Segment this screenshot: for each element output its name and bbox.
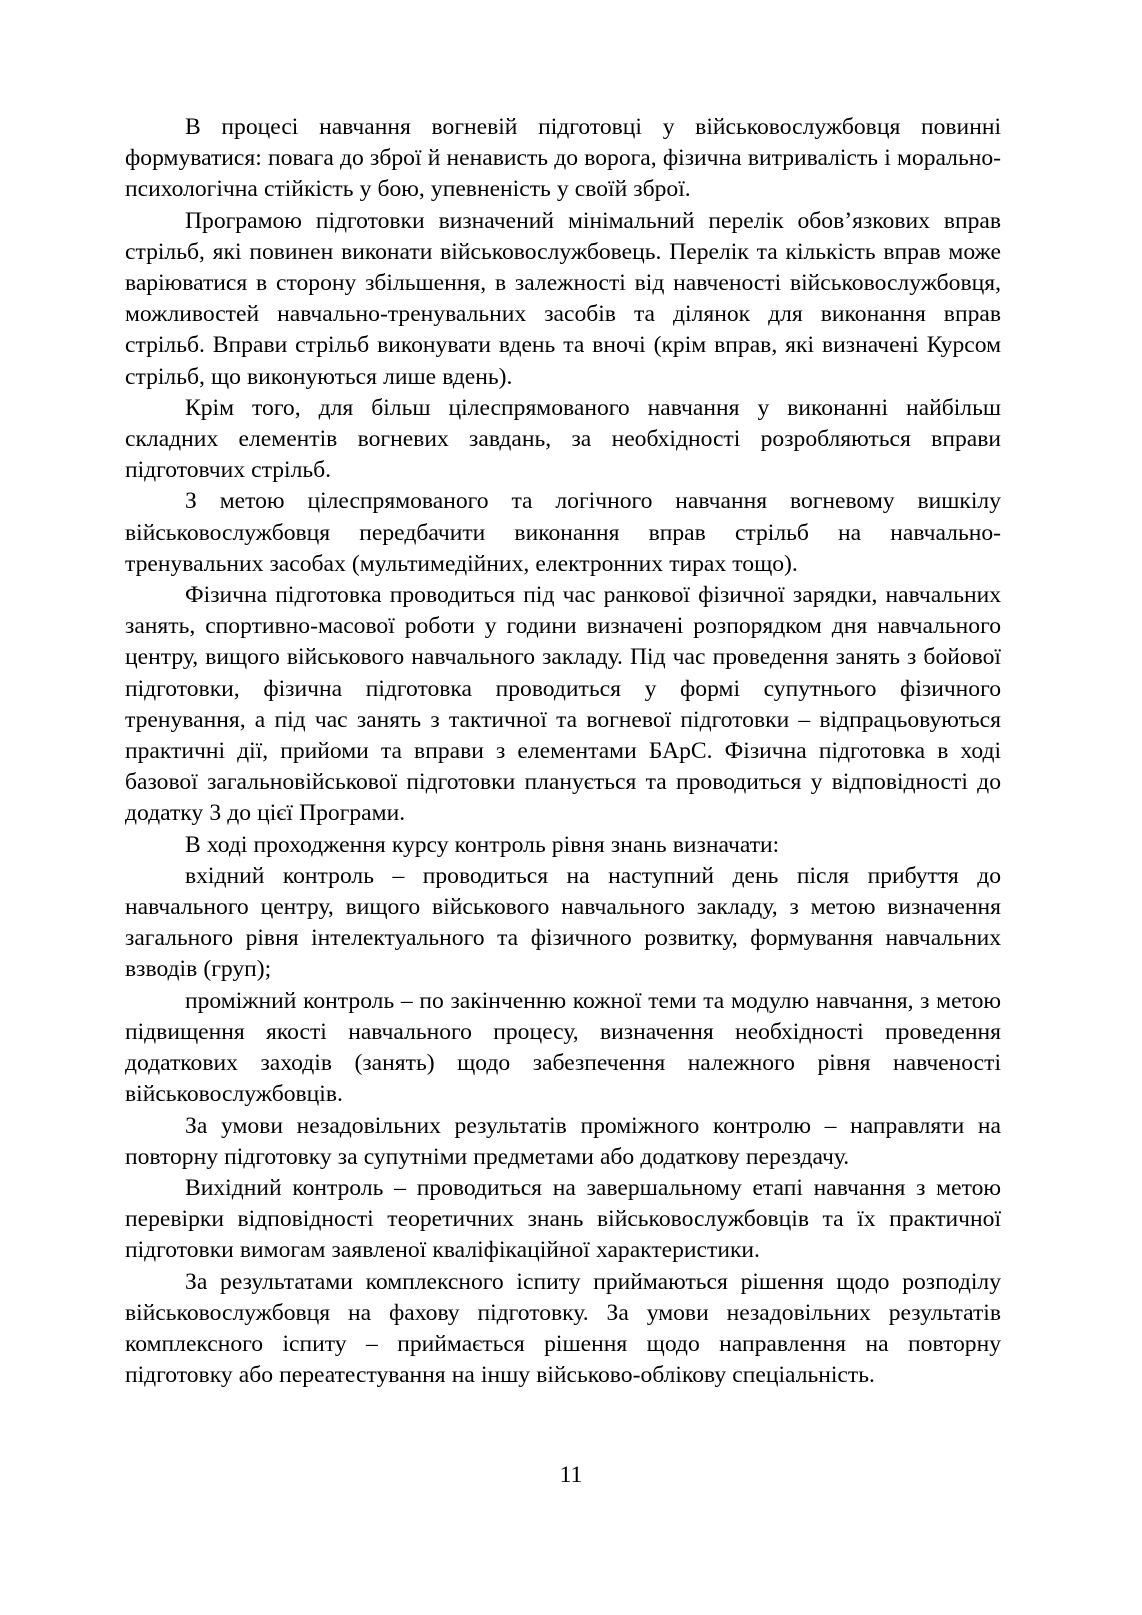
paragraph: Вихідний контроль – проводиться на завершальному етапі навчання з метою перевірки відповідності теоретичних знань військовослужбовців та їх практичної підготовки вимогам заявленої кваліфікаційної характеристики.: [125, 1174, 1001, 1264]
paragraph: вхідний контроль – проводиться на наступний день після прибуття до навчального центру, вищого військового навчального закладу, з метою визначення загального рівня інтелектуального та фізичного розвитку, формування навчальних взводів (груп);: [125, 862, 1001, 983]
paragraph: В процесі навчання вогневій підготовці у військовослужбовця повинні формуватися: повага до зброї й ненависть до ворога, фізична витривалість і морально-психологічна стійкість у бою, упевненість у своїй зброї.: [125, 114, 1001, 203]
paragraph: проміжний контроль – по закінченню кожної теми та модулю навчання, з метою підвищення якості навчального процесу, визначення необхідності проведення додаткових заходів (занять) щодо забезпечення належного рівня навченості військовослужбовців.: [125, 987, 1001, 1108]
paragraph: За умови незадовільних результатів проміжного контролю – направляти на повторну підготовку за супутніми предметами або додаткову перездачу.: [125, 1112, 1001, 1170]
paragraph: Програмою підготовки визначений мінімальний перелік обов’язкових вправ стрільб, які повинен виконати військовослужбовець. Перелік та кількість вправ може варіюватися в сторону збільшення, в залежності від навченості військовослужбовця, можливостей навчально-тренувальних засобів та ділянок для виконання вправ стрільб. Вправи стрільб виконувати вдень та вночі (крім вправ, які визначені Курсом стрільб, що виконуються лише вдень).: [125, 207, 1001, 390]
paragraph: Фізична підготовка проводиться під час ранкової фізичної зарядки, навчальних занять, спортивно-масової роботи у години визначені розпорядком дня навчального центру, вищого військового навчального закладу. Під час проведення занять з бойової підготовки, фізична підготовка проводиться у формі супутнього фізичного тренування, а під час занять з тактичної та вогневої підготовки – відпрацьовуються практичні дії, прийоми та вправи з елементами БАрС. Фізична підготовка в ході базової загальновійськової підготовки планується та проводиться у відповідності до додатку 3 до цієї Програми.: [125, 582, 1001, 827]
document-body: [125, 112, 1001, 1391]
page-number: 11: [559, 1462, 583, 1488]
paragraph: В ході проходження курсу контроль рівня знань визначати:: [185, 831, 780, 858]
paragraph: Крім того, для більш цілеспрямованого навчання у виконанні найбільш складних елементів вогневих завдань, за необхідності розробляються вправи підготовчих стрільб.: [125, 394, 1001, 484]
paragraph: За результатами комплексного іспиту приймаються рішення щодо розподілу військовослужбовця на фахову підготовку. За умови незадовільних результатів комплексного іспиту – приймається рішення щодо направлення на повторну підготовку або переатестування на іншу військово-облікову спеціальність.: [125, 1268, 1001, 1389]
paragraph: З метою цілеспрямованого та логічного навчання вогневому вишкілу військовослужбовця передбачити виконання вправ стрільб на навчально-тренувальних засобах (мультимедійних, електронних тирах тощо).: [125, 488, 1001, 577]
